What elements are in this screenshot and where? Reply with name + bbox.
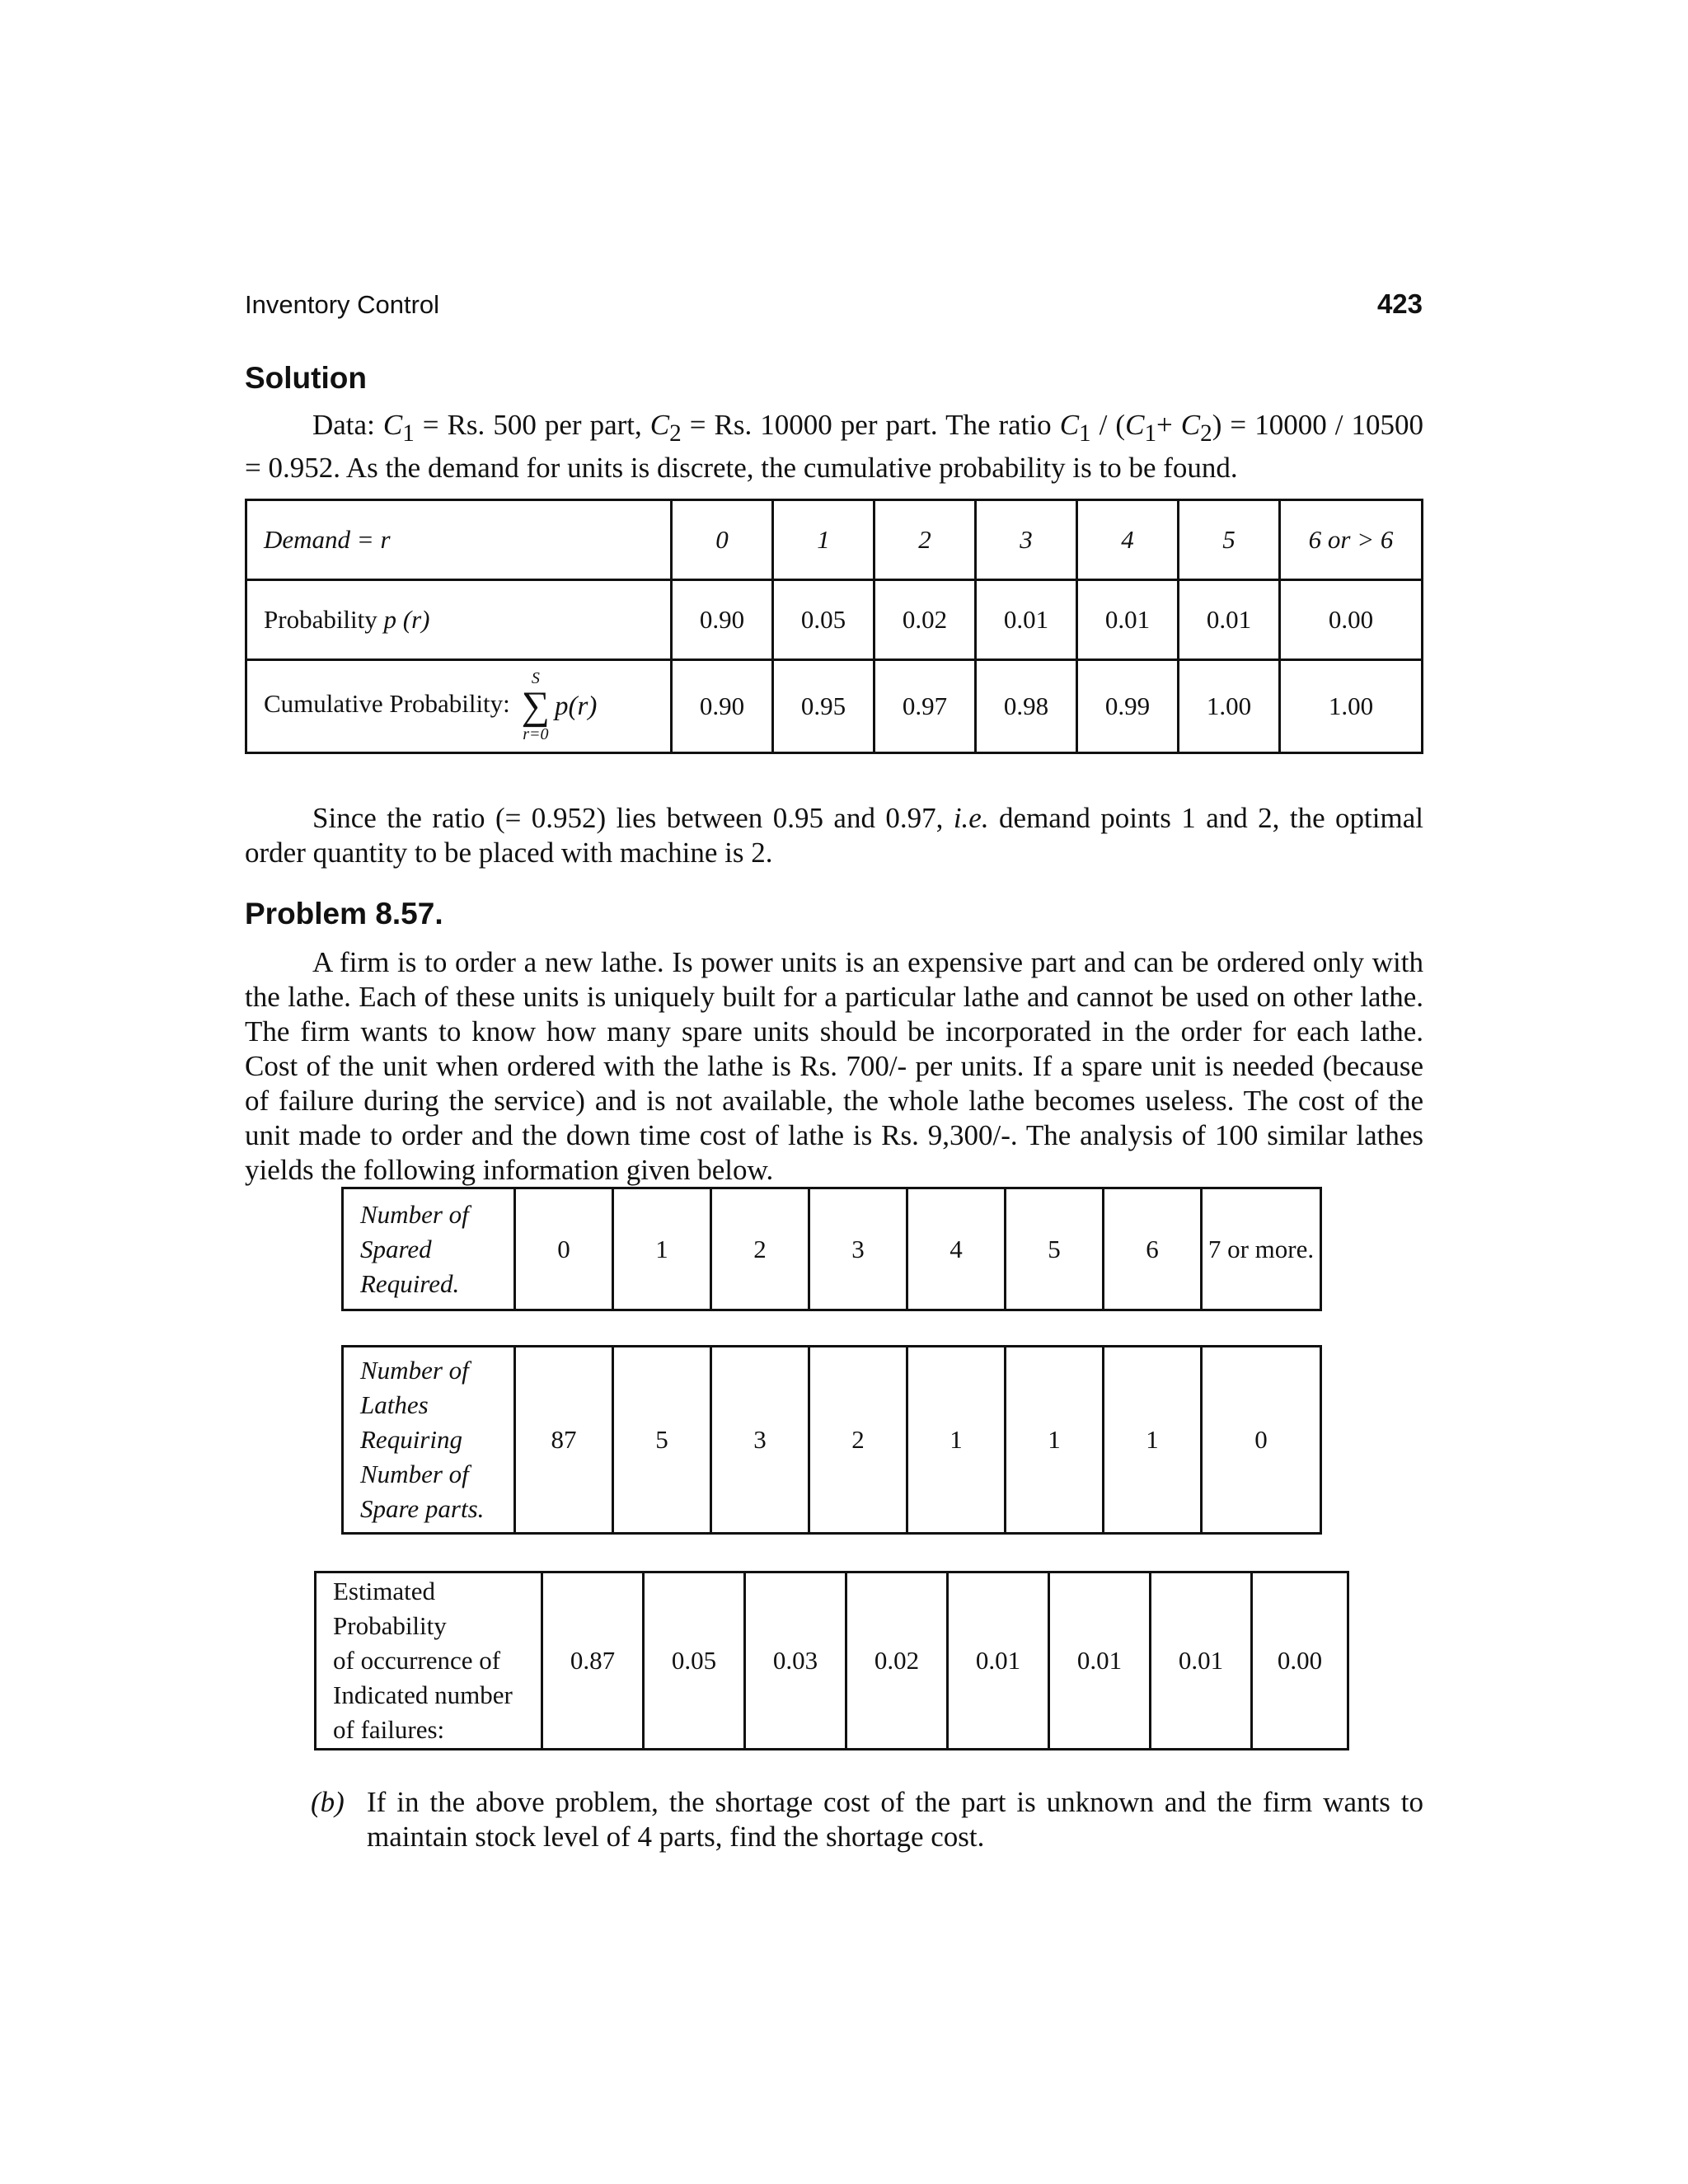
cumulative-cell: 0.98 [976,660,1077,753]
lathes-cell: 3 [711,1347,809,1534]
estimated-probability-cell: 0.02 [846,1572,948,1750]
cumulative-cell: 0.99 [1077,660,1179,753]
demand-row [246,500,1423,580]
problem-paragraph: A firm is to order a new lathe. Is power units is an expensive part and can be ordered only with the lathe. Each of these units is uniquely built for a particular lathe and cannot be used on other lathe. The firm wants to know how many spare units should be incorporated in the order for each lathe. Cost of the unit when ordered with the lathe is Rs. 700/- per units. If a spare unit is needed (because of failure during the service) and is not available, the whole lathe becomes useless. The cost of the unit made to order and the down time cost of lathe is Rs. 9,300/-. The analysis of 100 similar lathes yields the following information given below. [245,946,1423,1186]
demand-cell: 3 [976,500,1077,580]
solution-data-paragraph: Data: $C_1 = Rs$. 500 per part, $C_2 = Rs$. 10000 per part. The ratio $C_1 / (C_1+ C_2) = 10000 / 10500 = 0.952$. As the demand for units is discrete, the cumulative probability is to be found. [245,409,1423,484]
probability-cell: 0.02 [874,580,976,660]
lathes-requiring-label: Number of Lathes Requiring Number of Spare parts. [343,1347,515,1534]
probability-cell: 0.01 [976,580,1077,660]
spares-required-row [343,1188,1321,1310]
probability-cell: 0.00 [1280,580,1423,660]
estimated-probability-cell: 0.87 [542,1572,644,1750]
spares-required-label: Number of Spared Required. [343,1188,515,1310]
lathes-cell: 1 [907,1347,1006,1534]
probability-cell: 0.05 [773,580,874,660]
lathes-requiring-table [341,1345,1322,1535]
cumulative-row [246,660,1423,753]
demand-cell: 1 [773,500,874,580]
cumulative-cell: 1.00 [1280,660,1423,753]
part-b-marker: (b) [311,1786,345,1818]
estimated-probability-cell: 0.00 [1252,1572,1348,1750]
probability-cell: 0.01 [1077,580,1179,660]
estimated-probability-table [314,1571,1349,1750]
probability-row-label: Probability p (r) [246,580,672,660]
estimated-probability-cell: 0.01 [948,1572,1049,1750]
problem-heading: Problem 8.57. [245,897,443,930]
spares-cell: 5 [1006,1188,1104,1310]
spares-cell: 0 [515,1188,613,1310]
spares-required-table [341,1187,1322,1311]
lathes-cell: 0 [1202,1347,1321,1534]
estimated-probability-cell: 0.01 [1151,1572,1252,1750]
page-number: 423 [1376,288,1423,319]
probability-row [246,580,1423,660]
demand-row-label: Demand = r [246,500,672,580]
lathes-cell: 2 [809,1347,907,1534]
spares-cell: 2 [711,1188,809,1310]
demand-cell: 2 [874,500,976,580]
summation-formula: S ∑ r=0 p(r) [521,669,598,743]
spares-cell: 3 [809,1188,907,1310]
part-b-text: If in the above problem, the shortage cost of the part is unknown and the firm wants to maintain stock level of 4 parts, find the shortage cost. [367,1786,1423,1853]
estimated-probability-label: Estimated Probability of occurrence of Indicated number of failures: [316,1572,542,1750]
cumulative-row-label: Cumulative Probability: S ∑ r=0 p(r) [246,660,672,753]
demand-cell: 5 [1179,500,1280,580]
lathes-cell: 87 [515,1347,613,1534]
estimated-probability-cell: 0.05 [644,1572,745,1750]
cumulative-cell: 0.97 [874,660,976,753]
lathes-cell: 5 [613,1347,711,1534]
conclusion-paragraph: Since the ratio (= 0.952) lies between 0.95 and 0.97, i.e. demand points 1 and 2, the optimal order quantity to be placed with machine is 2. [245,802,1423,869]
spares-cell: 7 or more. [1202,1188,1321,1310]
running-header-title: Inventory Control [245,290,440,319]
cumulative-cell: 1.00 [1179,660,1280,753]
demand-cell: 0 [672,500,773,580]
cumulative-cell: 0.95 [773,660,874,753]
spares-cell: 4 [907,1188,1006,1310]
estimated-probability-cell: 0.03 [745,1572,846,1750]
demand-probability-table [245,499,1423,754]
lathes-requiring-row [343,1347,1321,1534]
spares-cell: 1 [613,1188,711,1310]
lathes-cell: 1 [1104,1347,1202,1534]
lathes-cell: 1 [1006,1347,1104,1534]
spares-cell: 6 [1104,1188,1202,1310]
cumulative-cell: 0.90 [672,660,773,753]
probability-cell: 0.90 [672,580,773,660]
solution-heading: Solution [245,361,367,395]
demand-cell: 4 [1077,500,1179,580]
demand-cell: 6 or > 6 [1280,500,1423,580]
probability-cell: 0.01 [1179,580,1280,660]
estimated-probability-cell: 0.01 [1049,1572,1151,1750]
estimated-probability-row [316,1572,1348,1750]
